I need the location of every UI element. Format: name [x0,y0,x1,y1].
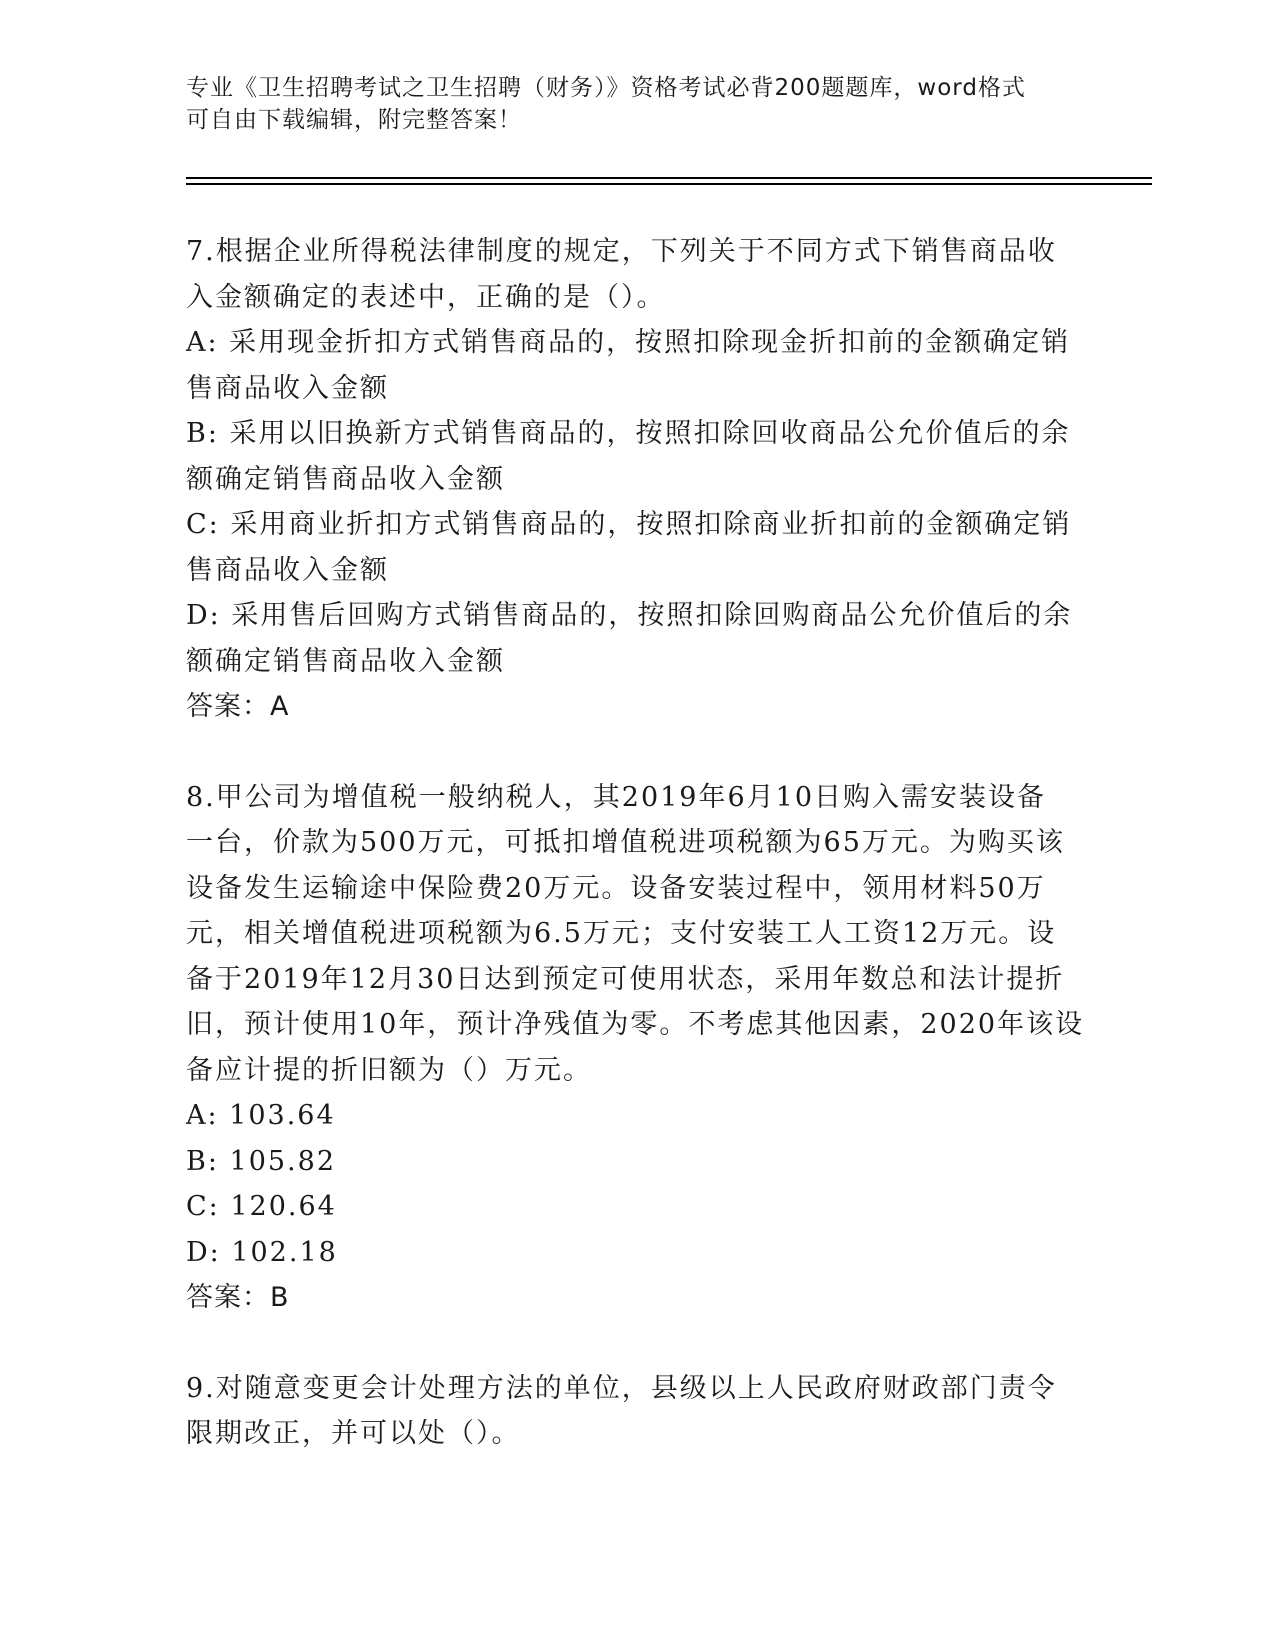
question-item [186,229,1086,730]
option-line: C: 采用商业折扣方式销售商品的，按照扣除商业折扣前的金额确定销 [186,509,1072,540]
question-list [186,229,1086,1457]
question-stem-line: 限期改正，并可以处（）。 [186,1418,521,1449]
question-spacer [186,1321,1086,1366]
question-stem-line: 8.甲公司为增值税一般纳税人，其2019年6月10日购入需安装设备 [186,781,1047,813]
question-stem-line: 一台，价款为500万元，可抵扣增值税进项税额为65万元。为购买该 [186,827,1065,858]
option-d: D: 102.18 [186,1236,338,1268]
option-line: 额确定销售商品收入金额 [186,645,505,677]
question-stem-line: 备于2019年12月30日达到预定可使用状态，采用年数总和法计提折 [186,963,1065,995]
option-c [186,502,1086,593]
header-line: 可自由下载编辑，附完整答案！ [186,107,522,133]
question-stem-line: 元，相关增值税进项税额为6.5万元；支付安装工人工资12万元。设 [186,918,1057,949]
header-divider [186,177,1152,179]
option-line: A: 采用现金折扣方式销售商品的，按照扣除现金折扣前的金额确定销 [186,327,1071,358]
question-spacer [186,730,1086,775]
question-stem-line: 备应计提的折旧额为（）万元。 [186,1054,592,1086]
option-line: D: 采用售后回购方式销售商品的，按照扣除回购商品公允价值后的余 [186,600,1073,631]
question-stem-line: 7.根据企业所得税法律制度的规定，下列关于不同方式下销售商品收 [186,236,1057,267]
option-a: A: 103.64 [186,1100,336,1131]
header-divider [186,183,1152,185]
option-line: B: 采用以旧换新方式销售商品的，按照扣除回收商品公允价值后的余 [186,418,1071,449]
option-c: C: 120.64 [186,1191,337,1222]
option-line: 售商品收入金额 [186,554,389,586]
question-item [186,1366,1086,1457]
header-line: 专业《卫生招聘考试之卫生招聘（财务）》资格考试必背200题题库，word格式 [186,75,1026,101]
option-b [186,411,1086,502]
option-line: 售商品收入金额 [186,372,389,404]
document-header [186,72,1066,136]
answer-label: 答案：A [186,691,290,722]
option-a [186,320,1086,411]
option-line: 额确定销售商品收入金额 [186,463,505,495]
question-stem-line: 旧，预计使用10年，预计净残值为零。不考虑其他因素，2020年该设 [186,1009,1085,1040]
question-stem-line: 入金额确定的表述中，正确的是（）。 [186,281,666,313]
option-d [186,593,1086,684]
question-stem-line: 9.对随意变更会计处理方法的单位，县级以上人民政府财政部门责令 [186,1372,1057,1404]
option-b: B: 105.82 [186,1145,336,1177]
answer-label: 答案：B [186,1282,290,1313]
question-item [186,775,1086,1321]
question-stem-line: 设备发生运输途中保险费20万元。设备安装过程中，领用材料50万 [186,872,1046,904]
